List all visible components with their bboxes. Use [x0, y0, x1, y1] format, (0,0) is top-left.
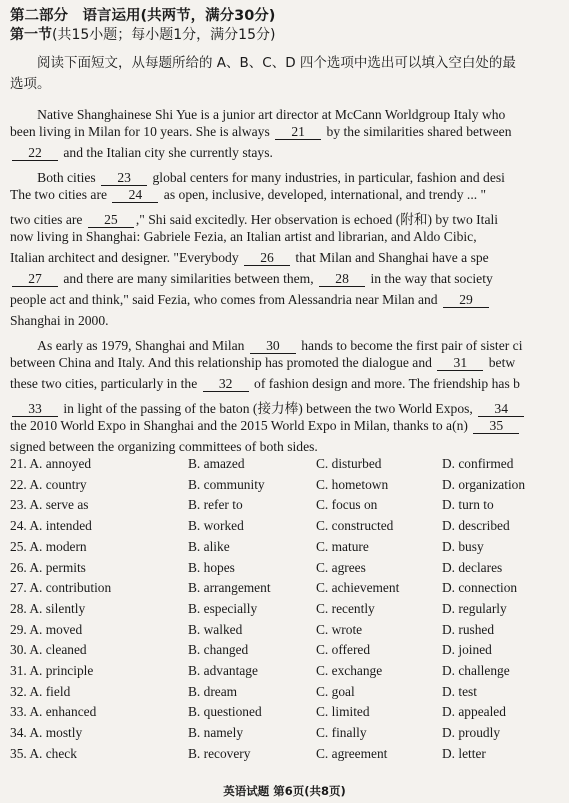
question-number-text: 24. — [10, 518, 27, 534]
answer-blank[interactable]: 26 — [244, 251, 290, 266]
instruction-line: 选项。 — [10, 76, 51, 92]
passage-text: now living in Shanghai: Gabriele Fezia, an Italian artist and librarian, and Aldo Cibic, — [10, 229, 477, 244]
passage-line — [10, 208, 498, 228]
answer-blank[interactable]: 24 — [112, 188, 158, 203]
option-d[interactable]: D. described — [442, 518, 510, 534]
option-b[interactable]: B. dream — [188, 683, 238, 699]
option-a[interactable]: A. check — [29, 745, 77, 761]
question-number — [10, 663, 93, 679]
question-number — [10, 704, 96, 720]
option-b[interactable]: B. especially — [188, 600, 258, 616]
passage-text: that Milan and Shanghai have a spe — [292, 250, 489, 265]
answer-blank[interactable]: 32 — [203, 377, 249, 392]
passage-line — [10, 166, 505, 186]
passage-text: two cities are — [10, 212, 86, 227]
option-b[interactable]: B. amazed — [188, 456, 245, 471]
question-number-text: 32. — [10, 683, 27, 699]
passage-text: Italian architect and designer. "Everybody — [10, 250, 243, 265]
question-number — [10, 725, 82, 741]
question-number-text: 21. — [10, 456, 27, 471]
option-a[interactable]: A. field — [29, 683, 71, 699]
option-a[interactable]: A. serve as — [29, 497, 89, 513]
passage-text: of fashion design and more. The friendship has b — [250, 376, 520, 391]
option-c[interactable]: C. agreement — [316, 745, 388, 761]
question-row — [10, 539, 569, 559]
option-d[interactable]: D. regularly — [442, 600, 507, 616]
question-number-text: 28. — [10, 600, 27, 616]
passage-line — [10, 271, 493, 287]
answer-blank[interactable]: 27 — [12, 272, 58, 287]
question-number — [10, 539, 87, 555]
question-number-text: 30. — [10, 642, 27, 658]
passage-text: signed between the organizing committees of both sides. — [10, 439, 318, 454]
question-number — [10, 642, 87, 658]
section-label: 第一节 — [10, 27, 52, 43]
question-number-text: 27. — [10, 580, 27, 596]
option-d[interactable]: D. organization — [442, 476, 526, 492]
question-number — [10, 518, 92, 534]
passage-line — [10, 292, 491, 308]
question-number-text: 34. — [10, 725, 27, 741]
passage-line — [10, 250, 489, 266]
option-c[interactable]: C. wrote — [316, 621, 363, 637]
answer-blank[interactable]: 22 — [12, 146, 58, 161]
option-d[interactable]: D. confirmed — [442, 456, 514, 471]
answer-blank[interactable]: 23 — [101, 171, 147, 186]
option-c[interactable]: C. disturbed — [316, 456, 382, 471]
question-row — [10, 642, 569, 662]
passage-line — [10, 145, 273, 161]
question-row — [10, 477, 569, 497]
question-number-text: 33. — [10, 704, 27, 720]
question-number — [10, 746, 77, 762]
option-a[interactable]: A. permits — [29, 559, 86, 575]
option-c[interactable]: C. exchange — [316, 663, 383, 678]
option-b[interactable]: B. alike — [188, 538, 230, 554]
option-d[interactable]: D. rushed — [442, 621, 495, 637]
option-c[interactable]: C. agrees — [316, 559, 366, 575]
option-d[interactable]: D. declares — [442, 559, 503, 575]
question-number-text: 25. — [10, 538, 27, 554]
question-number — [10, 477, 87, 493]
passage-text: as open, inclusive, developed, international, and trendy ... " — [160, 187, 487, 202]
option-b[interactable]: B. refer to — [188, 497, 243, 513]
answer-blank[interactable]: 29 — [443, 293, 489, 308]
answer-blank[interactable]: 33 — [12, 402, 58, 417]
option-b[interactable]: B. recovery — [188, 745, 251, 761]
option-a[interactable]: A. principle — [29, 663, 94, 678]
passage-line — [10, 439, 318, 455]
passage-text: hands to become the first pair of sister ci — [297, 338, 523, 353]
option-b[interactable]: B. questioned — [188, 704, 262, 720]
option-a[interactable]: A. intended — [29, 518, 92, 534]
option-b[interactable]: B. arrangement — [188, 580, 271, 596]
question-number — [10, 622, 82, 638]
answer-blank[interactable]: 25 — [88, 213, 134, 228]
question-row — [10, 704, 569, 724]
answer-blank[interactable]: 30 — [250, 339, 296, 354]
passage-text: these two cities, particularly in the — [10, 376, 201, 391]
option-b[interactable]: B. changed — [188, 642, 249, 658]
option-d[interactable]: D. test — [442, 683, 477, 699]
question-row — [10, 684, 569, 704]
question-row — [10, 580, 569, 600]
option-c[interactable]: C. achievement — [316, 580, 400, 596]
passage-text: by the similarities shared between — [323, 124, 512, 139]
option-b[interactable]: B. advantage — [188, 663, 258, 678]
passage-text: betw — [485, 355, 516, 370]
question-row — [10, 622, 569, 642]
option-d[interactable]: D. busy — [442, 538, 484, 554]
passage-line — [10, 376, 520, 392]
question-row — [10, 601, 569, 621]
option-d[interactable]: D. letter — [442, 745, 486, 761]
passage-text: in light of the passing of the baton (接力棒) between the two World Expos, — [60, 401, 477, 416]
option-c[interactable]: C. limited — [316, 704, 370, 720]
option-d[interactable]: D. connection — [442, 580, 518, 596]
option-c[interactable]: C. goal — [316, 683, 355, 699]
passage-line — [10, 397, 526, 417]
passage-text: between China and Italy. And this relationship has promoted the dialogue and — [10, 355, 436, 370]
question-number — [10, 601, 85, 617]
option-a[interactable]: A. contribution — [29, 580, 112, 596]
passage-text: been living in Milan for 10 years. She is always — [10, 124, 274, 139]
instruction-line: 阅读下面短文，从每题所给的 A、B、C、D 四个选项中选出可以填入空白处的最 — [10, 55, 516, 71]
answer-blank[interactable]: 35 — [473, 419, 519, 434]
option-a[interactable]: A. cleaned — [29, 642, 87, 658]
question-row — [10, 560, 569, 580]
option-c[interactable]: C. focus on — [316, 497, 378, 513]
answer-blank[interactable]: 34 — [478, 402, 524, 417]
option-a[interactable]: A. modern — [29, 538, 87, 554]
option-d[interactable]: D. joined — [442, 642, 492, 658]
question-number-text: 23. — [10, 497, 27, 513]
passage-text: Both cities — [10, 170, 100, 185]
passage-line — [10, 103, 505, 123]
passage-text: Native Shanghainese Shi Yue is a junior art director at McCann Worldgroup Italy who — [10, 107, 506, 122]
passage-text: ," Shi said excitedly. Her observation is echoed (附和) by two Itali — [135, 212, 499, 227]
passage-text: people act and think," said Fezia, who comes from Alessandria near Milan and — [10, 292, 441, 307]
option-b[interactable]: B. namely — [188, 725, 244, 741]
part-title: 第二部分 语言运用(共两节，满分30分) — [10, 8, 276, 24]
question-row — [10, 663, 569, 683]
option-c[interactable]: C. recently — [316, 600, 375, 616]
passage-text: As early as 1979, Shanghai and Milan — [10, 338, 248, 353]
option-a[interactable]: A. silently — [29, 600, 86, 616]
question-row — [10, 456, 569, 476]
question-number-text: 26. — [10, 559, 27, 575]
option-b[interactable]: B. worked — [188, 518, 244, 534]
question-number — [10, 497, 88, 513]
option-b[interactable]: B. hopes — [188, 559, 235, 575]
question-row — [10, 725, 569, 745]
section-info: (共15小题；每小题1分，满分15分) — [52, 27, 276, 43]
option-d[interactable]: D. challenge — [442, 663, 510, 678]
answer-blank[interactable]: 28 — [319, 272, 365, 287]
passage-line — [10, 334, 522, 354]
option-c[interactable]: C. mature — [316, 538, 369, 554]
passage-text: in the way that society — [367, 271, 493, 286]
question-row — [10, 746, 569, 766]
passage-text: the 2010 World Expo in Shanghai and the 2015 World Expo in Milan, thanks to a(n) — [10, 418, 472, 433]
question-number — [10, 684, 70, 700]
passage-line — [10, 187, 486, 203]
passage-line — [10, 313, 109, 329]
question-number-text: 31. — [10, 663, 27, 678]
option-c[interactable]: C. constructed — [316, 518, 394, 534]
option-c[interactable]: C. hometown — [316, 476, 389, 492]
passage-text: The two cities are — [10, 187, 111, 202]
option-d[interactable]: D. appealed — [442, 704, 506, 720]
option-c[interactable]: C. finally — [316, 725, 367, 741]
option-b[interactable]: B. community — [188, 476, 265, 492]
question-number-text: 29. — [10, 621, 27, 637]
option-d[interactable]: D. turn to — [442, 497, 494, 513]
option-a[interactable]: A. moved — [29, 621, 83, 637]
passage-line — [10, 355, 515, 371]
option-a[interactable]: A. annoyed — [29, 456, 92, 471]
page-footer: 英语试题 第6页(共8页) — [223, 784, 346, 798]
option-d[interactable]: D. proudly — [442, 725, 501, 741]
option-a[interactable]: A. enhanced — [29, 704, 97, 720]
passage-line — [10, 229, 477, 245]
question-row — [10, 518, 569, 538]
passage-text: and there are many similarities between them, — [60, 271, 318, 286]
instructions — [10, 53, 569, 95]
question-number-text: 22. — [10, 476, 27, 492]
option-a[interactable]: A. country — [29, 476, 87, 492]
passage-line — [10, 418, 521, 434]
passage-text: and the Italian city she currently stays. — [60, 145, 273, 160]
question-number-text: 35. — [10, 745, 27, 761]
passage-text: Shanghai in 2000. — [10, 313, 109, 328]
option-b[interactable]: B. walked — [188, 621, 243, 637]
question-number — [10, 560, 86, 576]
question-number — [10, 456, 91, 472]
question-number — [10, 580, 111, 596]
answer-blank[interactable]: 21 — [275, 125, 321, 140]
passage-line — [10, 124, 512, 140]
answer-blank[interactable]: 31 — [437, 356, 483, 371]
section-heading — [10, 24, 275, 44]
passage-text: global centers for many industries, in particular, fashion and desi — [149, 170, 505, 185]
option-a[interactable]: A. mostly — [29, 725, 83, 741]
question-row — [10, 497, 569, 517]
option-c[interactable]: C. offered — [316, 642, 371, 658]
